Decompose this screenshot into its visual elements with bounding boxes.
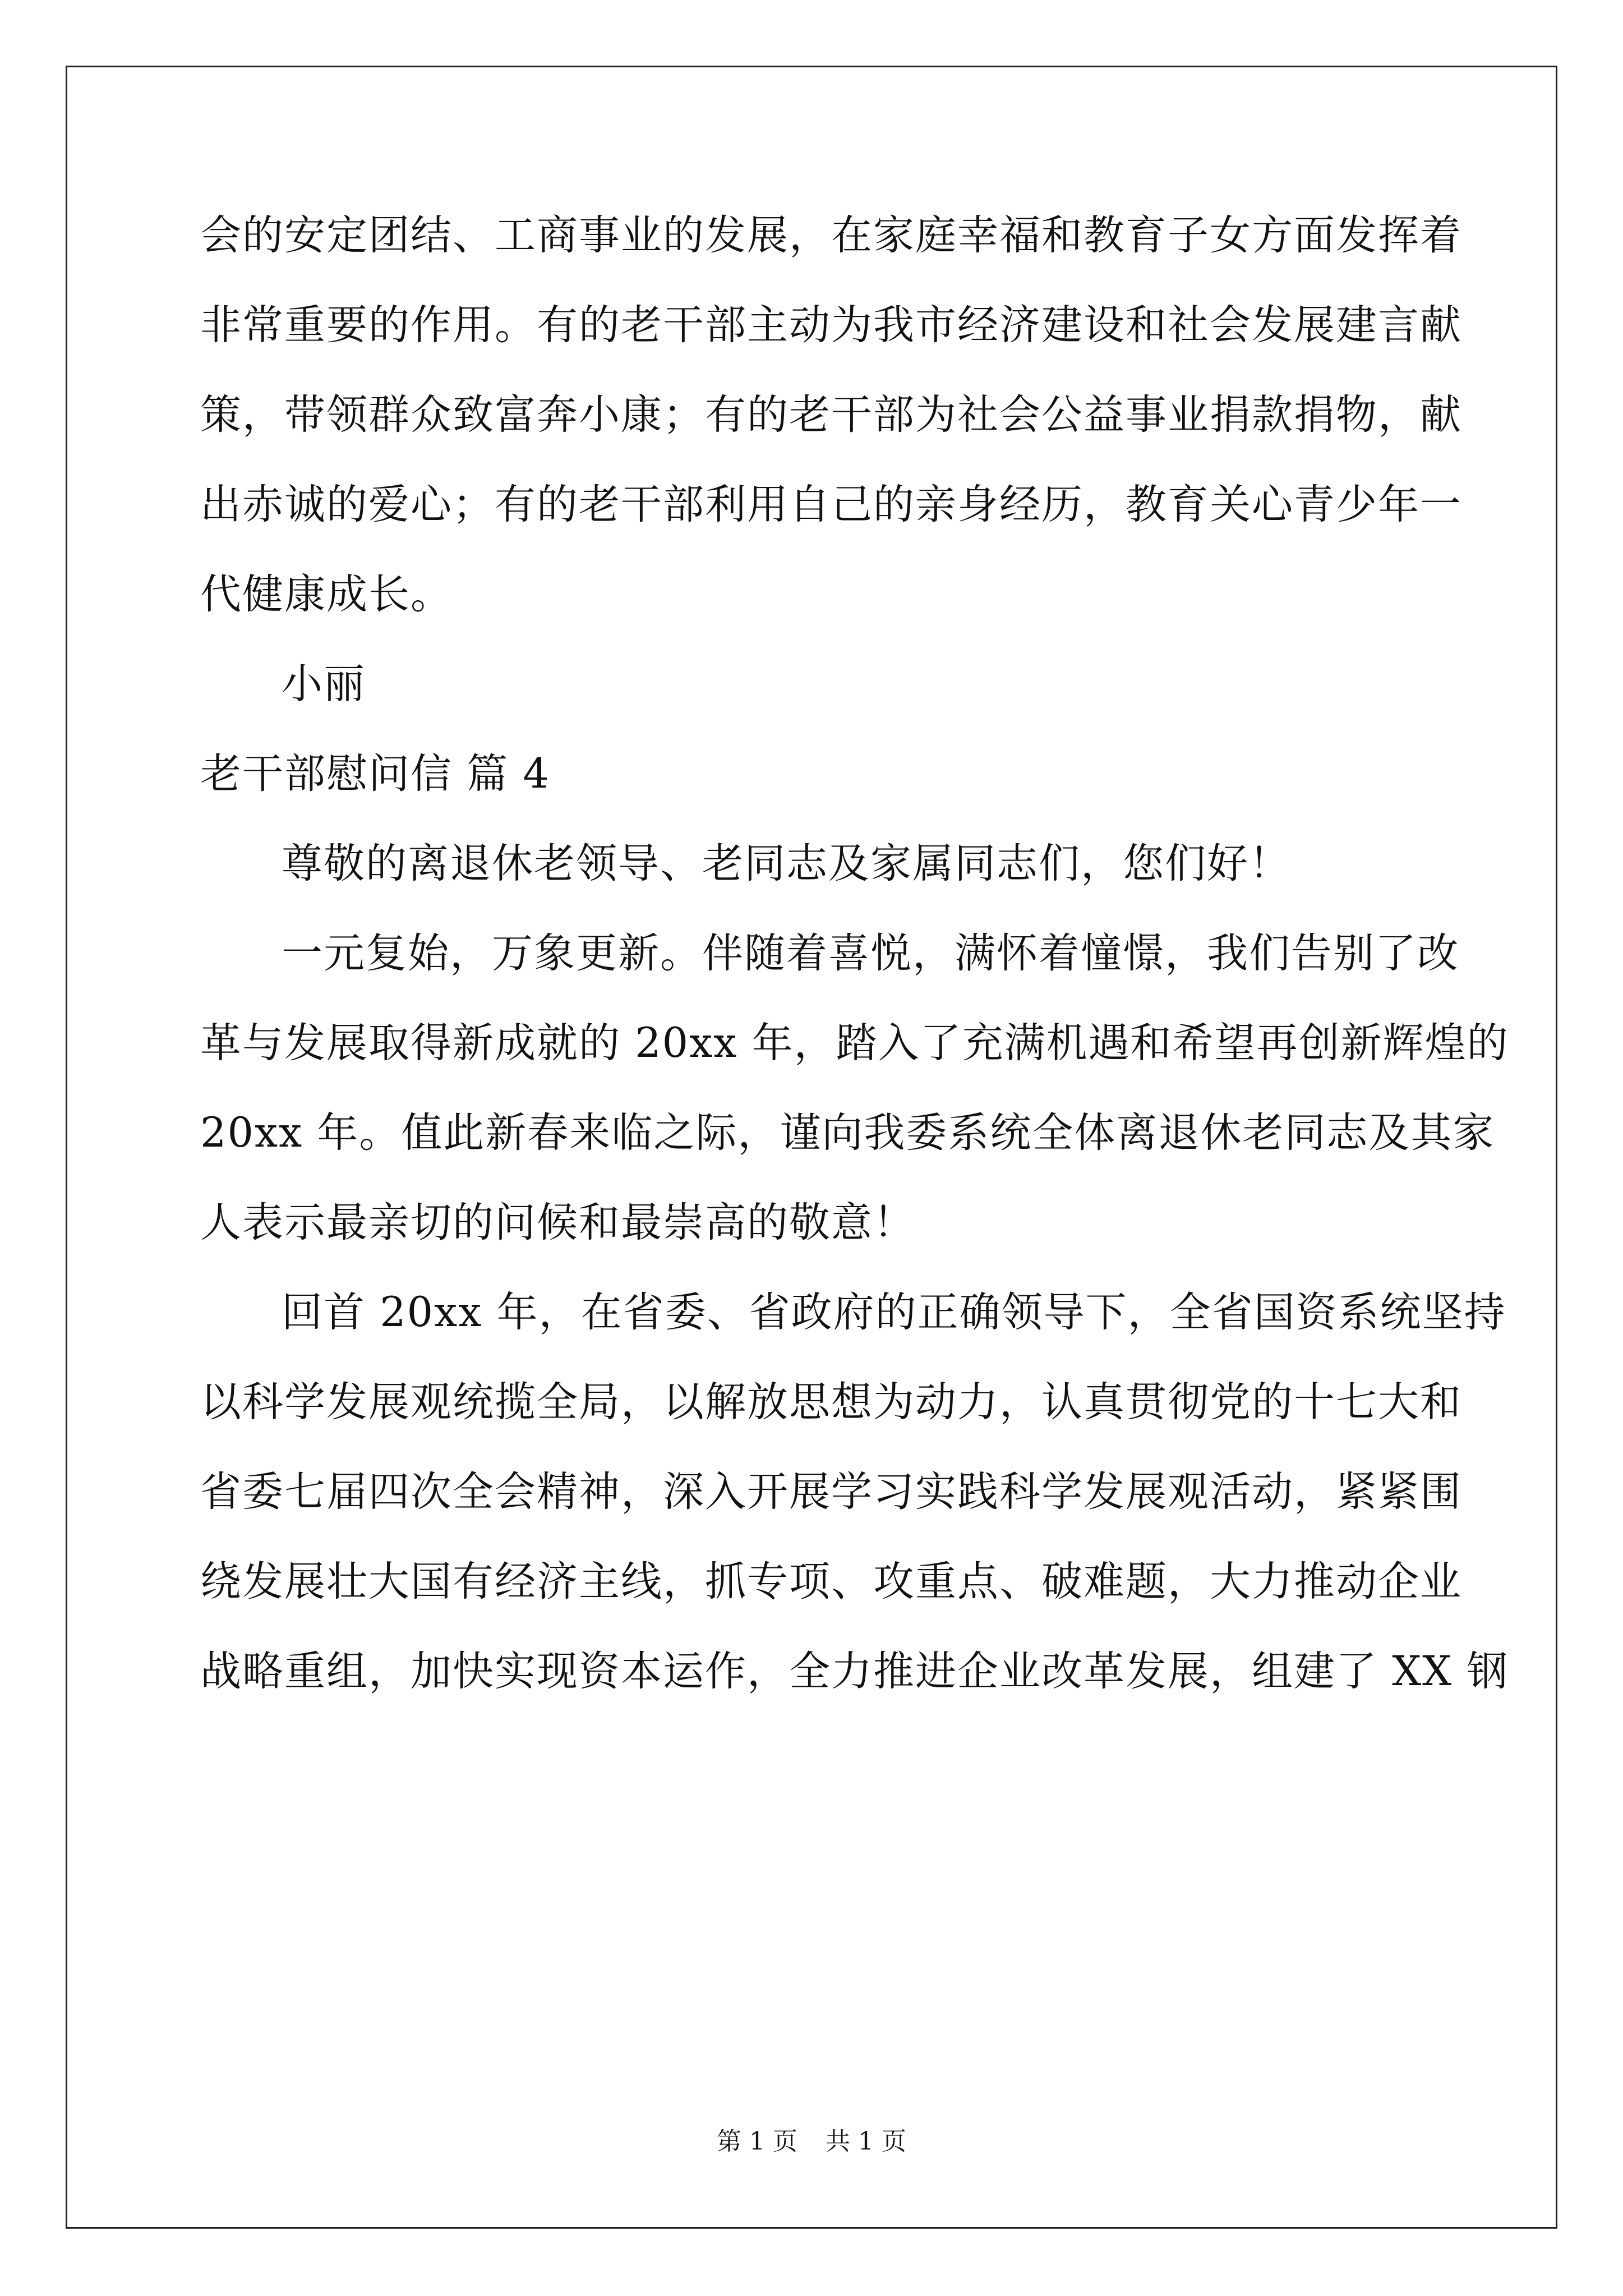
paragraph-line: 人表示最亲切的问候和最崇高的敬意！ — [200, 1199, 915, 1246]
paragraph-line: 以科学发展观统揽全局，以解放思想为动力，认真贯彻党的十七大和 — [200, 1378, 1462, 1426]
section-title: 老干部慰问信 篇 4 — [200, 750, 550, 798]
page-total: 共 1 页 — [826, 2127, 906, 2156]
text-line: 代健康成长。 — [200, 570, 453, 618]
paragraph-line: 革与发展取得新成就的 20xx 年，踏入了充满机遇和希望再创新辉煌的 — [200, 1019, 1509, 1067]
greeting: 尊敬的离退休老领导、老同志及家属同志们，您们好！ — [282, 840, 1291, 887]
text-line: 非常重要的作用。有的老干部主动为我市经济建设和社会发展建言献 — [200, 301, 1462, 349]
paragraph-line: 省委七届四次全会精神，深入开展学习实践科学发展观活动，紧紧围 — [200, 1468, 1462, 1516]
page-number: 第 1 页 — [717, 2127, 797, 2156]
paragraph-line: 绕发展壮大国有经济主线，抓专项、攻重点、破难题，大力推动企业 — [200, 1558, 1462, 1605]
text-line: 会的安定团结、工商事业的发展，在家庭幸福和教育子女方面发挥着 — [200, 211, 1462, 259]
paragraph-line: 20xx 年。值此新春来临之际，谨向我委系统全体离退休老同志及其家 — [200, 1109, 1495, 1157]
paragraph-line: 一元复始，万象更新。伴随着喜悦，满怀着憧憬，我们告别了改 — [282, 930, 1459, 977]
page-footer — [0, 2125, 1623, 2159]
text-line: 策，带领群众致富奔小康；有的老干部为社会公益事业捐款捐物，献 — [200, 391, 1462, 439]
paragraph-line: 回首 20xx 年，在省委、省政府的正确领导下，全省国资系统坚持 — [282, 1289, 1506, 1336]
signature: 小丽 — [282, 660, 366, 708]
paragraph-line: 战略重组，加快实现资本运作，全力推进企业改革发展，组建了 XX 钢 — [200, 1648, 1509, 1695]
text-line: 出赤诚的爱心；有的老干部利用自己的亲身经历，教育关心青少年一 — [200, 481, 1462, 528]
